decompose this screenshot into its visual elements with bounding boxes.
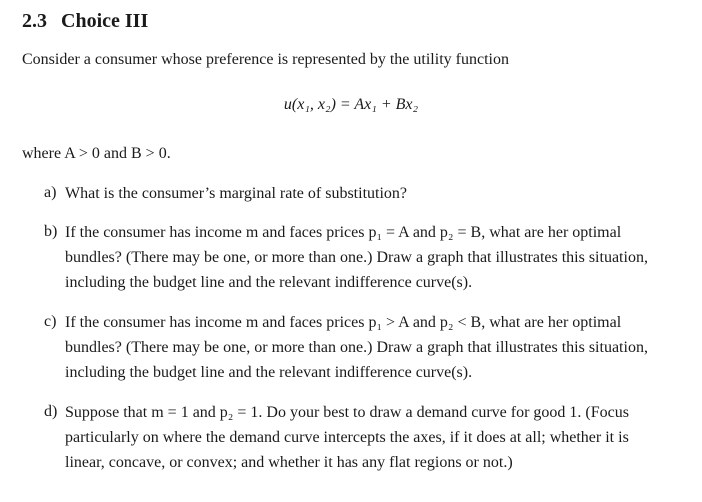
utility-function-equation: u(x₁, x₂) = Ax₁ + Bx₂ bbox=[283, 96, 419, 113]
section-heading bbox=[22, 10, 148, 33]
question-text-line: linear, concave, or convex; and whether it has any flat regions or not.) bbox=[65, 454, 513, 471]
question-text-line: If the consumer has income m and faces prices p₁ > A and p₂ < B, what are her optimal bbox=[65, 314, 622, 331]
question-text-line: including the budget line and the relevant indifference curve(s). bbox=[65, 274, 473, 291]
section-title: Choice III bbox=[61, 10, 149, 32]
intro-paragraph: Consider a consumer whose preference is represented by the utility function bbox=[22, 51, 509, 68]
question-marker: a) bbox=[44, 184, 57, 201]
question-marker: d) bbox=[44, 403, 58, 420]
question-text-line: bundles? (There may be one, or more than one.) Draw a graph that illustrates this situation, bbox=[65, 339, 648, 356]
section-number: 2.3 bbox=[22, 10, 47, 32]
question-marker: b) bbox=[44, 223, 58, 240]
question-text-line: If the consumer has income m and faces prices p₁ = A and p₂ = B, what are her optimal bbox=[65, 224, 622, 241]
parameter-condition: where A > 0 and B > 0. bbox=[22, 145, 171, 162]
question-text-line: Suppose that m = 1 and p₂ = 1. Do your best to draw a demand curve for good 1. (Focus bbox=[65, 404, 629, 421]
question-text-line: including the budget line and the relevant indifference curve(s). bbox=[65, 364, 473, 381]
question-text-line: What is the consumer’s marginal rate of substitution? bbox=[65, 185, 407, 202]
question-text-line: bundles? (There may be one, or more than one.) Draw a graph that illustrates this situation, bbox=[65, 249, 648, 266]
question-text-line: particularly on where the demand curve intercepts the axes, if it does at all; whether it is bbox=[65, 429, 629, 446]
question-marker: c) bbox=[44, 313, 57, 330]
